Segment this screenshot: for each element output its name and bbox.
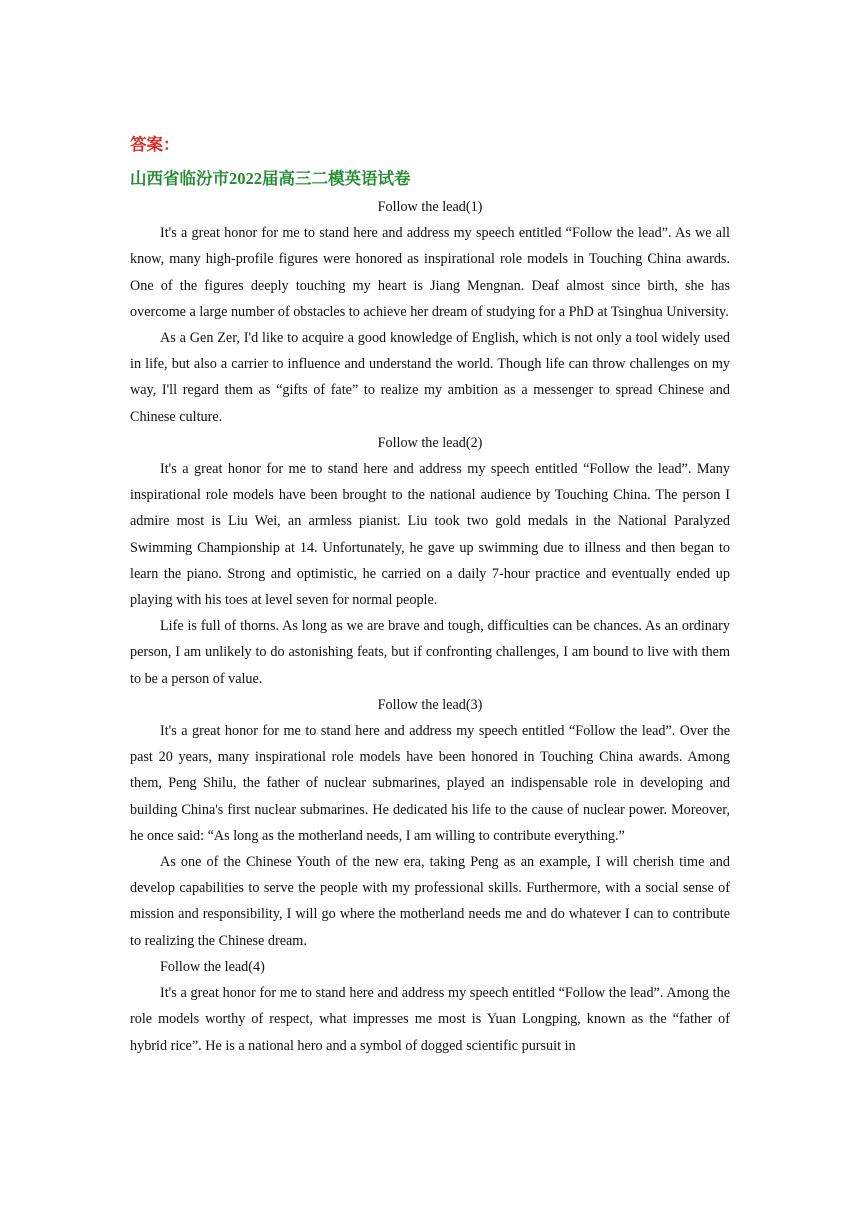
essay-paragraph: It's a great honor for me to stand here and address my speech entitled “Follow the lead”. As we all know, many high-profile figures were honored as inspirational role models in Touching China awards. One of the figures deeply touching my heart is Jiang Mengnan. Deaf almost since birth, she has overcome a large number of obstacles to achieve her dream of studying for a PhD at Tsinghua University. xyxy=(130,225,730,320)
essay-paragraph: It's a great honor for me to stand here and address my speech entitled “Follow the lead”. Over the past 20 years, many inspirational role models have been honored in Touching China awards. Among them, Peng Shilu, the father of nuclear submarines, played an indispensable role in developing and building China's first nuclear submarines. He dedicated his life to the cause of nuclear power. Moreover, he once said: “As long as the motherland needs, I am willing to contribute everything.” xyxy=(130,723,730,844)
essay-paragraph: It's a great honor for me to stand here and address my speech entitled “Follow the lead”. Among the role models worthy of respect, what impresses me most is Yuan Longping, known as the “father of hybrid rice”. He is a national hero and a symbol of dogged scientific pursuit in xyxy=(130,985,730,1054)
essay-paragraph: As a Gen Zer, I'd like to acquire a good knowledge of English, which is not only a tool widely used in life, but also a carrier to influence and understand the world. Though life can throw challenges on my way, I'll regard them as “gifts of fate” to realize my ambition as a messenger to spread Chinese and Chinese culture. xyxy=(130,330,730,425)
essay-title: Follow the lead(3) xyxy=(377,696,483,713)
essay-title: Follow the lead(4) xyxy=(160,958,265,975)
essay-paragraph: As one of the Chinese Youth of the new era, taking Peng as an example, I will cherish time and develop capabilities to serve the people with my professional skills. Furthermore, with a social sense of mission and responsibility, I will go where the motherland needs me and do whatever I can to contribute to realizing the Chinese dream. xyxy=(130,854,730,949)
essay-title: Follow the lead(2) xyxy=(377,434,483,451)
essay-paragraph: It's a great honor for me to stand here and address my speech entitled “Follow the lead”. Many inspirational role models have been brought to the national audience by Touching China. The person I admire most is Liu Wei, an armless pianist. Liu took two gold medals in the National Paralyzed Swimming Championship at 14. Unfortunately, he gave up swimming due to illness and then began to learn the piano. Strong and optimistic, he carried on a daily 7-hour practice and eventually ended up playing with his toes at level seven for normal people. xyxy=(130,461,730,609)
essay-4 xyxy=(130,954,730,1059)
essay-2 xyxy=(130,430,730,692)
exam-title: 山西省临汾市2022届高三二模英语试卷 xyxy=(130,169,411,188)
essay-3 xyxy=(130,692,730,954)
document-page xyxy=(130,132,730,1059)
essay-1 xyxy=(130,194,730,430)
answer-label: 答案： xyxy=(130,135,180,154)
essay-title: Follow the lead(1) xyxy=(377,199,483,215)
essay-paragraph: Life is full of thorns. As long as we are brave and tough, difficulties can be chances. As an ordinary person, I am unlikely to do astonishing feats, but if confronting challenges, I am bound to live with them to be a person of value. xyxy=(130,618,730,687)
